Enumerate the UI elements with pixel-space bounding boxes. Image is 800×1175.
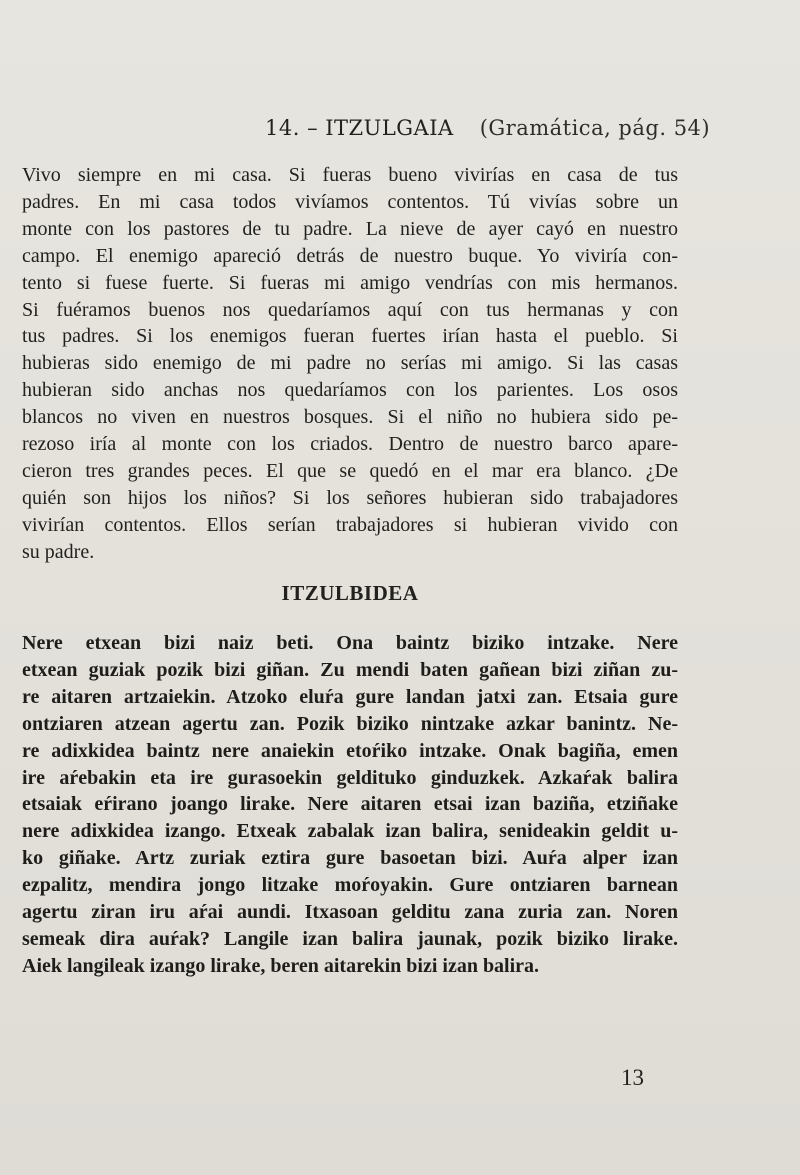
text-line: su padre. (22, 540, 95, 563)
text-line: ontziaren atzean agertu zan. Pozik biziko nintzake azkar banintz. Ne- (22, 712, 678, 735)
text-line: monte con los pastores de tu padre. La nieve de ayer cayó en nuestro (22, 217, 678, 240)
text-line: ko giñake. Artz zuriak eztira gure basoetan bizi. Auŕa alper izan (22, 847, 678, 870)
basque-translation-text (22, 630, 678, 980)
text-line: Nere etxean bizi naiz beti. Ona baintz biziko intzake. Nere (22, 632, 678, 654)
section-subtitle: ITZULBIDEA (281, 581, 419, 605)
text-line: quién son hijos los niños? Si los señores hubieran sido trabajadores (22, 486, 678, 509)
text-line: cieron tres grandes peces. El que se quedó en el mar era blanco. ¿De (22, 459, 678, 482)
text-line: tento si fuese fuerte. Si fueras mi amigo vendrías con mis hermanos. (22, 271, 678, 294)
text-line: ire aŕebakin eta ire gurasoekin geldituko ginduzkek. Azkaŕak balira (22, 766, 678, 789)
text-line: etsaiak eŕirano joango lirake. Nere aitaren etsai izan baziña, etziñake (22, 793, 678, 816)
grammar-reference: (Gramática, pág. 54) (479, 116, 711, 140)
text-line: re aitaren artzaiekin. Atzoko eluŕa gure landan jatxi zan. Etsaia gure (22, 685, 678, 708)
text-line: hubieras sido enemigo de mi padre no serías mi amigo. Si las casas (22, 352, 678, 375)
text-line: agertu ziran iru aŕai aundi. Itxasoan gelditu zana zuria zan. Noren (22, 901, 678, 924)
text-line: rezoso iría al monte con los criados. Dentro de nuestro barco apare- (22, 433, 678, 456)
text-line: etxean guziak pozik bizi giñan. Zu mendi baten gañean bizi ziñan zu- (22, 658, 678, 681)
text-line: blancos no viven en nuestros bosques. Si el niño no hubiera sido pe- (22, 406, 678, 429)
text-line: semeak dira auŕak? Langile izan balira jaunak, pozik biziko lirake. (22, 927, 678, 950)
spanish-exercise-text (22, 162, 678, 566)
text-line: hubieran sido anchas nos quedaríamos con los parientes. Los osos (22, 379, 678, 402)
text-line: Vivo siempre en mi casa. Si fueras bueno vivirías en casa de tus (22, 164, 678, 186)
exercise-heading (265, 116, 710, 140)
text-line: Si fuéramos buenos nos quedaríamos aquí con tus hermanas y con (22, 298, 678, 321)
page-number: 13 (621, 1065, 644, 1090)
text-line: padres. En mi casa todos vivíamos contentos. Tú vivías sobre un (22, 190, 678, 213)
text-line: nere adixkidea izango. Etxeak zabalak izan balira, senideakin geldit u- (22, 820, 678, 843)
text-line: Aiek langileak izango lirake, beren aitarekin bizi izan balira. (22, 954, 540, 977)
text-line: ezpalitz, mendira jongo litzake moŕoyakin. Gure ontziaren barnean (22, 874, 678, 897)
text-line: tus padres. Si los enemigos fueran fuertes irían hasta el pueblo. Si (22, 325, 678, 348)
exercise-title: 14. – ITZULGAIA (265, 116, 454, 140)
text-line: vivirían contentos. Ellos serían trabajadores si hubieran vivido con (22, 513, 678, 536)
text-line: re adixkidea baintz nere anaiekin etoŕiko intzake. Onak bagiña, emen (22, 739, 678, 762)
text-line: campo. El enemigo apareció detrás de nuestro buque. Yo viviría con- (22, 244, 678, 267)
